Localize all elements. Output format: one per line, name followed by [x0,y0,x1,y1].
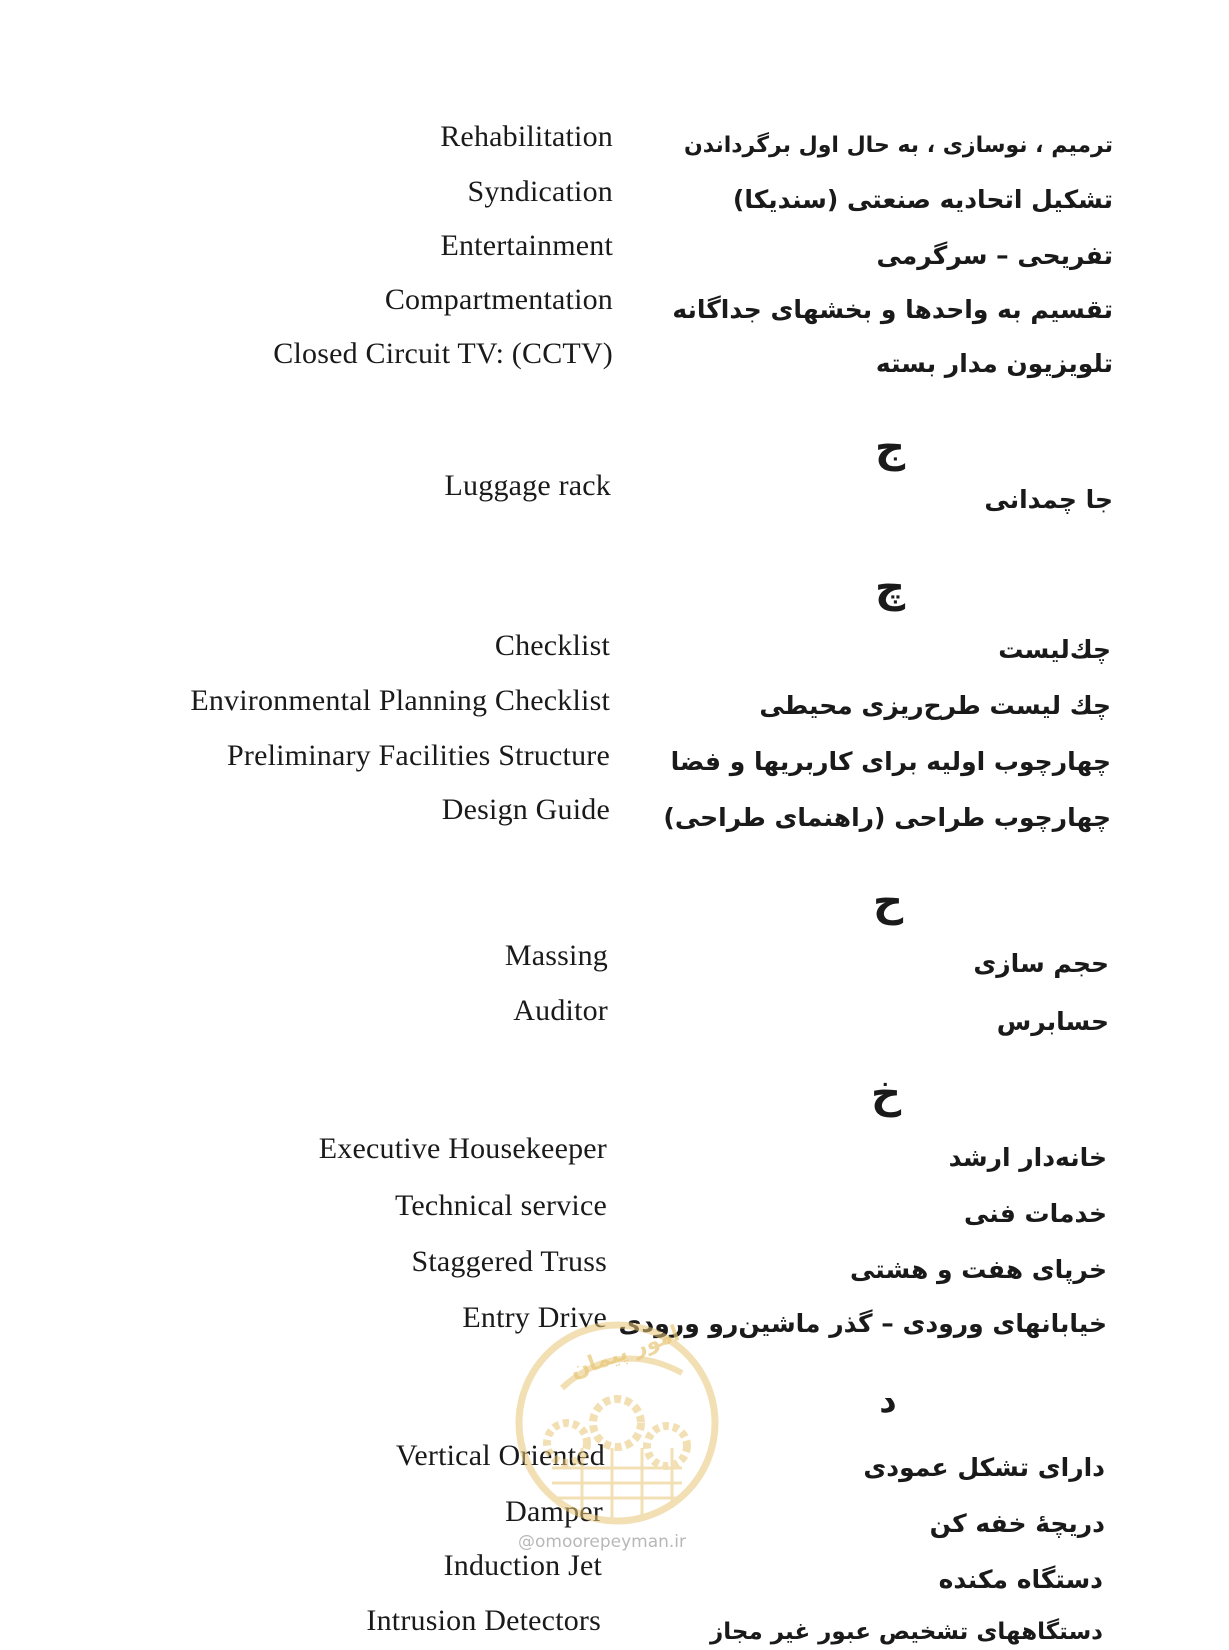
term-english: Technical service [394,1189,607,1222]
term-persian: خدمات فنی [963,1199,1107,1228]
term-persian: تقسیم به واحدها و بخشهای جداگانه [672,295,1113,324]
term-persian: دریچهٔ خفه کن [929,1509,1105,1538]
term-english: Closed Circuit TV: (CCTV) [273,337,613,370]
term-persian: چهارچوب اولیه برای کاربریها و فضا [670,747,1111,776]
term-english: Entertainment [440,229,613,262]
term-persian: جا چمدانی [984,485,1113,514]
section-letter-heading: د [879,1381,897,1421]
term-persian: چك لیست طرح‌ریزی محیطی [759,691,1111,720]
term-english: Massing [504,939,608,972]
term-english: Design Guide [441,793,610,826]
term-persian: حسابرس [996,1007,1109,1036]
term-english: Executive Housekeeper [318,1132,607,1165]
term-english: Syndication [467,175,613,208]
term-persian: ترمیم ، نوسازی ، به حال اول برگرداندن [683,133,1113,158]
term-english: Auditor [513,994,608,1027]
watermark-url: @omoorepeyman.ir [518,1532,687,1552]
term-persian: چك‌لیست [998,635,1111,664]
section-letter-heading: ج [874,422,906,471]
term-english: Rehabilitation [440,120,613,153]
section-letter-heading: چ [874,562,906,611]
term-persian: دستگاههای تشخیص عبور غیر مجاز [710,1619,1103,1645]
term-english: Intrusion Detectors [366,1604,601,1637]
term-english: Luggage rack [444,469,611,502]
watermark-logo-text: امور پیمان [567,1321,683,1384]
term-english: Checklist [494,629,610,662]
term-persian: چهارچوب طراحی (راهنمای طراحی) [663,803,1111,832]
term-english: Entry Drive [462,1301,607,1334]
term-persian: تشکیل اتحادیه صنعتی (سندیکا) [732,185,1113,214]
term-english: Damper [505,1495,603,1528]
term-english: Induction Jet [443,1549,602,1582]
term-english: Preliminary Facilities Structure [227,739,610,772]
term-english: Vertical Oriented [395,1439,605,1472]
term-english: Compartmentation [384,283,613,316]
term-persian: خانه‌دار ارشد [948,1143,1107,1172]
term-persian: تفریحی – سرگرمی [876,241,1113,270]
term-english: Environmental Planning Checklist [190,684,610,717]
term-persian: تلویزیون مدار بسته [875,349,1113,378]
section-letter-heading: ح [872,876,904,925]
term-persian: دارای تشکل عمودی [863,1453,1105,1482]
term-persian: خرپای هفت و هشتی [850,1255,1107,1284]
term-english: Staggered Truss [411,1245,607,1278]
section-letter-heading: خ [870,1068,902,1117]
term-persian: خیابانهای ورودی – گذر ماشین‌رو ورودی [618,1309,1107,1338]
term-persian: دستگاه مکنده [938,1565,1103,1594]
term-persian: حجم سازی [973,949,1109,978]
